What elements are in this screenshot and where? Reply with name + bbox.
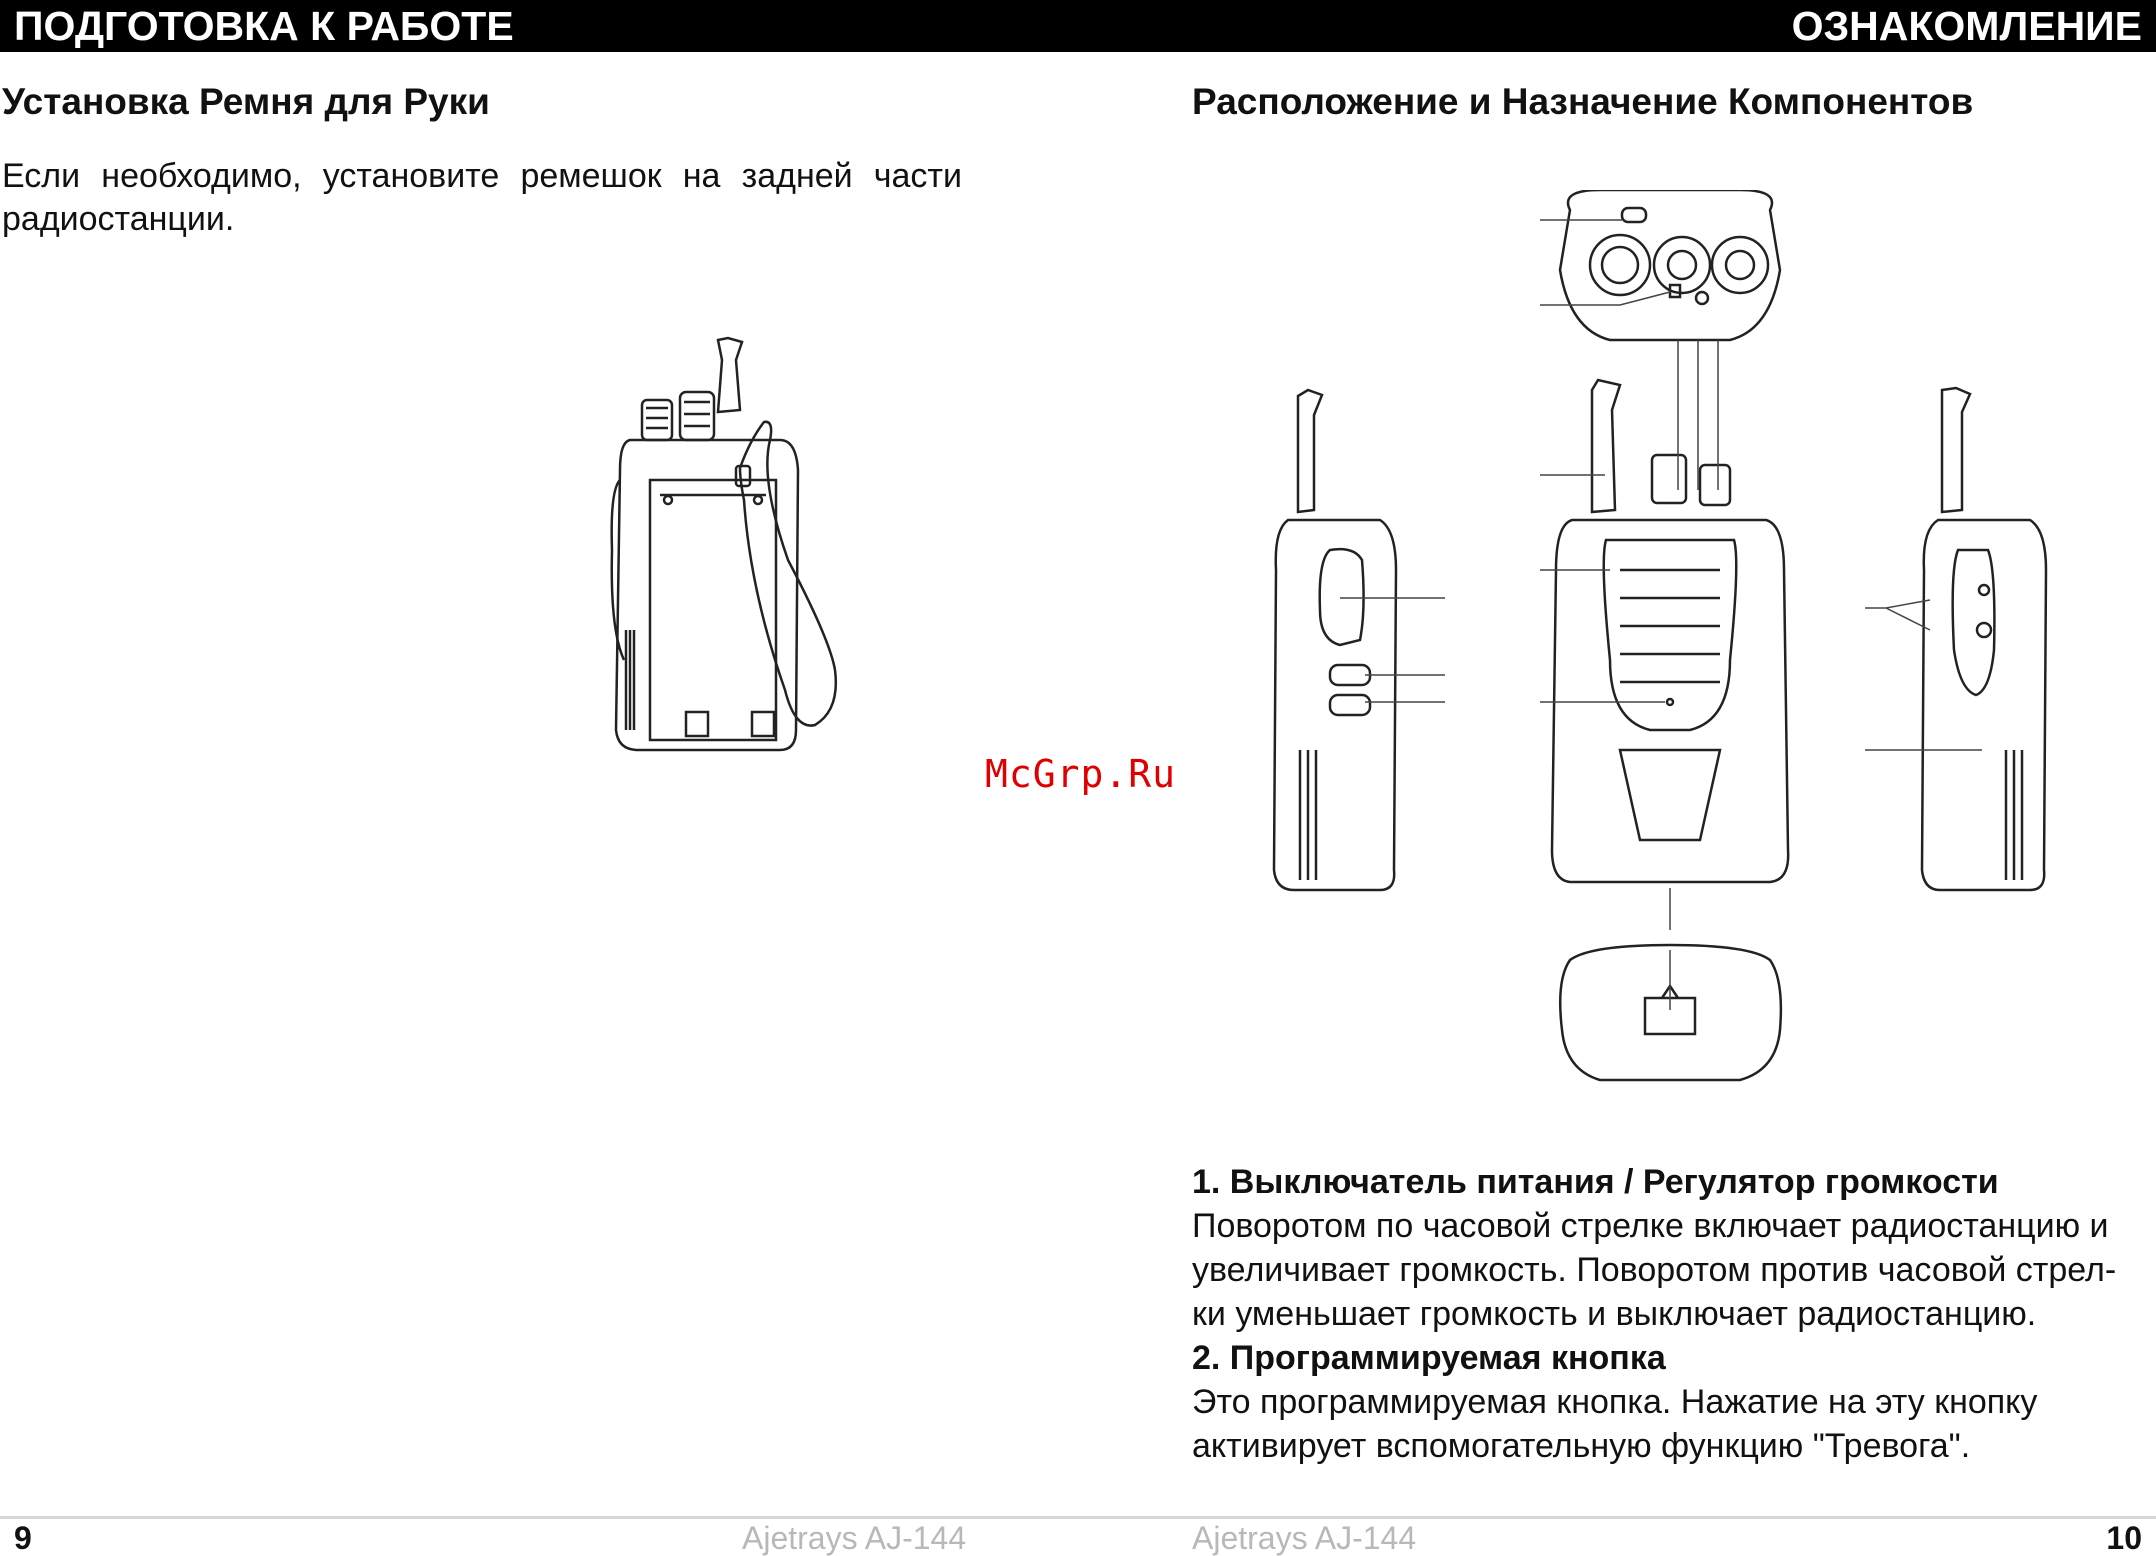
left-footer-model: Ajetrays AJ-144 — [742, 1520, 967, 1556]
right-page-section-title: ОЗНАКОМЛЕНИЕ — [1791, 3, 2142, 49]
right-footer-model: Ajetrays AJ-144 — [1192, 1520, 1417, 1556]
footer-divider — [0, 1516, 2156, 1519]
component-2-body-line: активирует вспомогательную функцию "Тревога". — [1192, 1427, 1971, 1465]
components-heading: Расположение и Назначение Компонентов — [1192, 81, 1974, 122]
component-1-body-line: увеличивает громкость. Поворотом против часовой стрел- — [1192, 1251, 2117, 1289]
left-side-antenna — [1298, 390, 1322, 512]
front-antenna — [1592, 380, 1620, 512]
right-side-antenna — [1942, 388, 1970, 512]
front-body — [1552, 520, 1788, 882]
left-page-number: 9 — [14, 1520, 32, 1556]
watermark: McGrp.Ru — [985, 752, 1177, 796]
radio-components-diagram — [1270, 190, 2090, 1110]
hand-strap-heading: Установка Ремня для Руки — [2, 81, 490, 122]
component-2-title: 2. Программируемая кнопка — [1192, 1339, 1666, 1377]
component-2-body-line: Это программируемая кнопка. Нажатие на эту кнопку — [1192, 1383, 2038, 1421]
left-page-section-title: ПОДГОТОВКА К РАБОТЕ — [14, 3, 514, 49]
component-1-body-line: ки уменьшает громкость и выключает радиостанцию. — [1192, 1295, 2037, 1333]
component-1-body-line: Поворотом по часовой стрелке включает радиостанцию и — [1192, 1207, 2109, 1245]
hand-strap-paragraph: Если необходимо, установите ремешок на задней части радиостанции. — [2, 157, 962, 238]
top-view-outline — [1560, 190, 1780, 340]
left-side-body — [1274, 520, 1396, 890]
right-side-body — [1922, 520, 2046, 890]
radio-back-strap-illustration — [590, 330, 860, 770]
right-page-number: 10 — [2106, 1520, 2142, 1556]
component-descriptions — [1192, 1160, 2152, 1468]
header-bar — [0, 0, 2156, 52]
component-1-title: 1. Выключатель питания / Регулятор громкости — [1192, 1163, 1999, 1201]
